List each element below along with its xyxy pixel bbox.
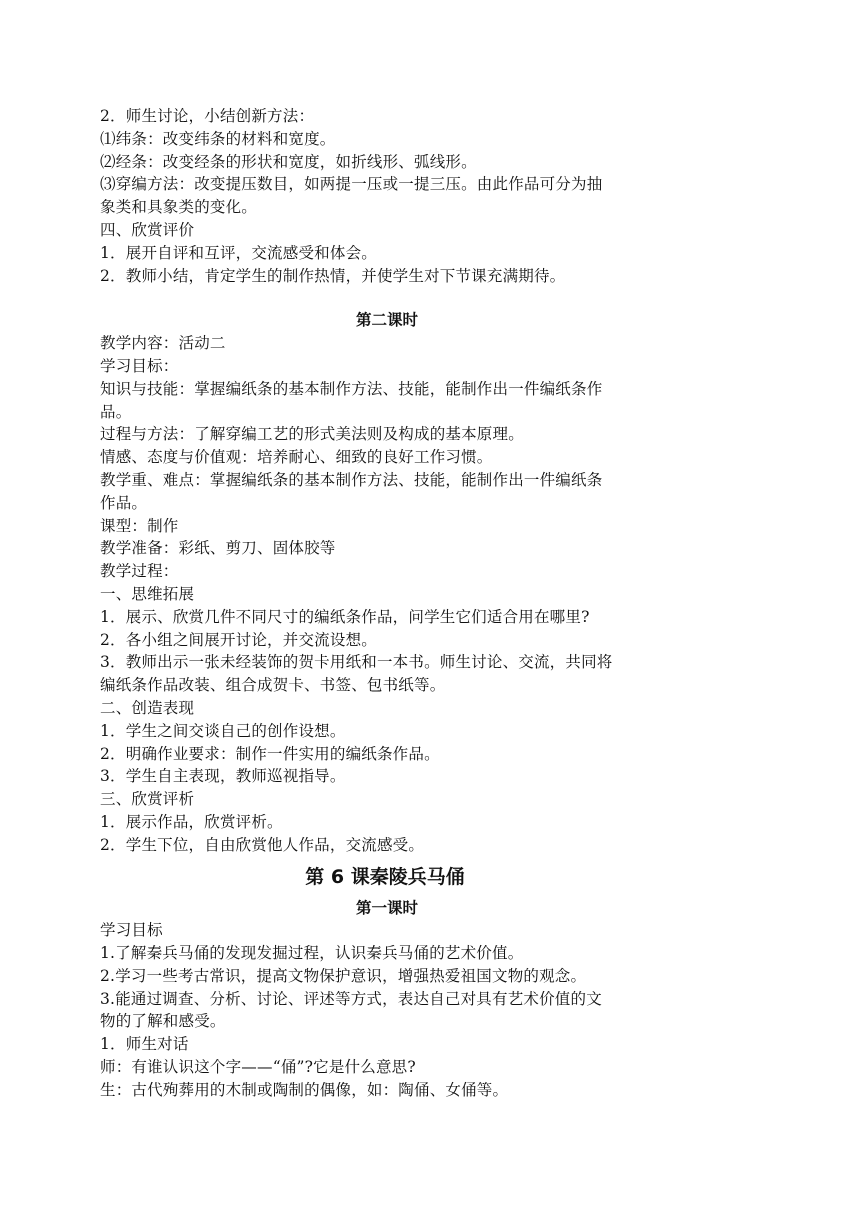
text-line: 1．展示作品，欣赏评析。 bbox=[100, 812, 283, 831]
text-line: 1．展示、欣赏几件不同尺寸的编纸条作品，问学生它们适合用在哪里? bbox=[100, 607, 590, 626]
text-line: 学习目标 bbox=[100, 921, 163, 940]
text-line: ⑶穿编方法：改变提压数目，如两提一压或一提三压。由此作品可分为抽 bbox=[100, 175, 603, 194]
text-line: 2．各小组之间展开讨论，并交流设想。 bbox=[100, 630, 377, 649]
text-line: 3．学生自主表现，教师巡视指导。 bbox=[100, 767, 346, 786]
text-line: 1．师生对话 bbox=[100, 1035, 189, 1054]
text-line: 2．学生下位，自由欣赏他人作品，交流感受。 bbox=[100, 835, 425, 854]
text-line: 教学重、难点：掌握编纸条的基本制作方法、技能，能制作出一件编纸条 bbox=[100, 470, 603, 489]
lesson-title: 第 6 课秦陵兵马俑 bbox=[305, 865, 465, 888]
section-innovation-summary bbox=[100, 105, 670, 287]
text-line: 1.了解秦兵马俑的发现发掘过程，认识秦兵马俑的艺术价值。 bbox=[100, 944, 524, 963]
text-line: 品。 bbox=[100, 402, 132, 421]
text-line: 3.能通过调查、分析、讨论、评述等方式，表达自己对具有艺术价值的文 bbox=[100, 989, 602, 1008]
text-line: 编纸条作品改装、组合成贺卡、书签、包书纸等。 bbox=[100, 676, 446, 695]
text-line: 教学过程： bbox=[100, 562, 179, 581]
text-line: 物的了解和感受。 bbox=[100, 1012, 226, 1031]
document-page bbox=[100, 105, 670, 1102]
section-heading: 第二课时 bbox=[355, 311, 418, 330]
text-line: 知识与技能：掌握编纸条的基本制作方法、技能，能制作出一件编纸条作 bbox=[100, 379, 603, 398]
text-line: 课型：制作 bbox=[100, 516, 179, 535]
text-line: 情感、态度与价值观：培养耐心、细致的良好工作习惯。 bbox=[100, 448, 493, 467]
text-line: 作品。 bbox=[100, 493, 148, 512]
text-line: 学习目标： bbox=[100, 356, 179, 375]
text-line: 1．学生之间交谈自己的创作设想。 bbox=[100, 721, 346, 740]
text-line: 2．明确作业要求：制作一件实用的编纸条作品。 bbox=[100, 744, 440, 763]
text-line: 教学准备：彩纸、剪刀、固体胶等 bbox=[100, 539, 336, 558]
text-line: 四、欣赏评价 bbox=[100, 220, 195, 239]
text-line: ⑵经条：改变经条的形状和宽度，如折线形、弧线形。 bbox=[100, 152, 477, 171]
text-line: 教学内容：活动二 bbox=[100, 334, 226, 353]
text-line: 生：古代殉葬用的木制或陶制的偶像，如：陶俑、女俑等。 bbox=[100, 1080, 509, 1099]
text-line: 2．教师小结，肯定学生的制作热情，并使学生对下节课充满期待。 bbox=[100, 266, 566, 285]
text-line: 3．教师出示一张未经装饰的贺卡用纸和一本书。师生讨论、交流，共同将 bbox=[100, 653, 613, 672]
text-line: ⑴纬条：改变纬条的材料和宽度。 bbox=[100, 129, 336, 148]
text-line: 2．师生讨论，小结创新方法： bbox=[100, 107, 315, 125]
text-line: 师：有谁认识这个字——“俑”?它是什么意思? bbox=[100, 1058, 416, 1077]
text-line: 1．展开自评和互评，交流感受和体会。 bbox=[100, 243, 377, 262]
text-line: 象类和具象类的变化。 bbox=[100, 198, 258, 217]
text-line: 三、欣赏评析 bbox=[100, 790, 195, 809]
text-line: 二、创造表现 bbox=[100, 698, 195, 717]
section-heading: 第一课时 bbox=[355, 898, 418, 917]
text-line: 一、思维拓展 bbox=[100, 584, 195, 603]
section-lesson-6 bbox=[100, 863, 670, 1102]
text-line: 2.学习一些考古常识，提高文物保护意识，增强热爱祖国文物的观念。 bbox=[100, 966, 587, 985]
text-line: 过程与方法：了解穿编工艺的形式美法则及构成的基本原理。 bbox=[100, 425, 524, 444]
section-second-lesson bbox=[100, 309, 670, 856]
